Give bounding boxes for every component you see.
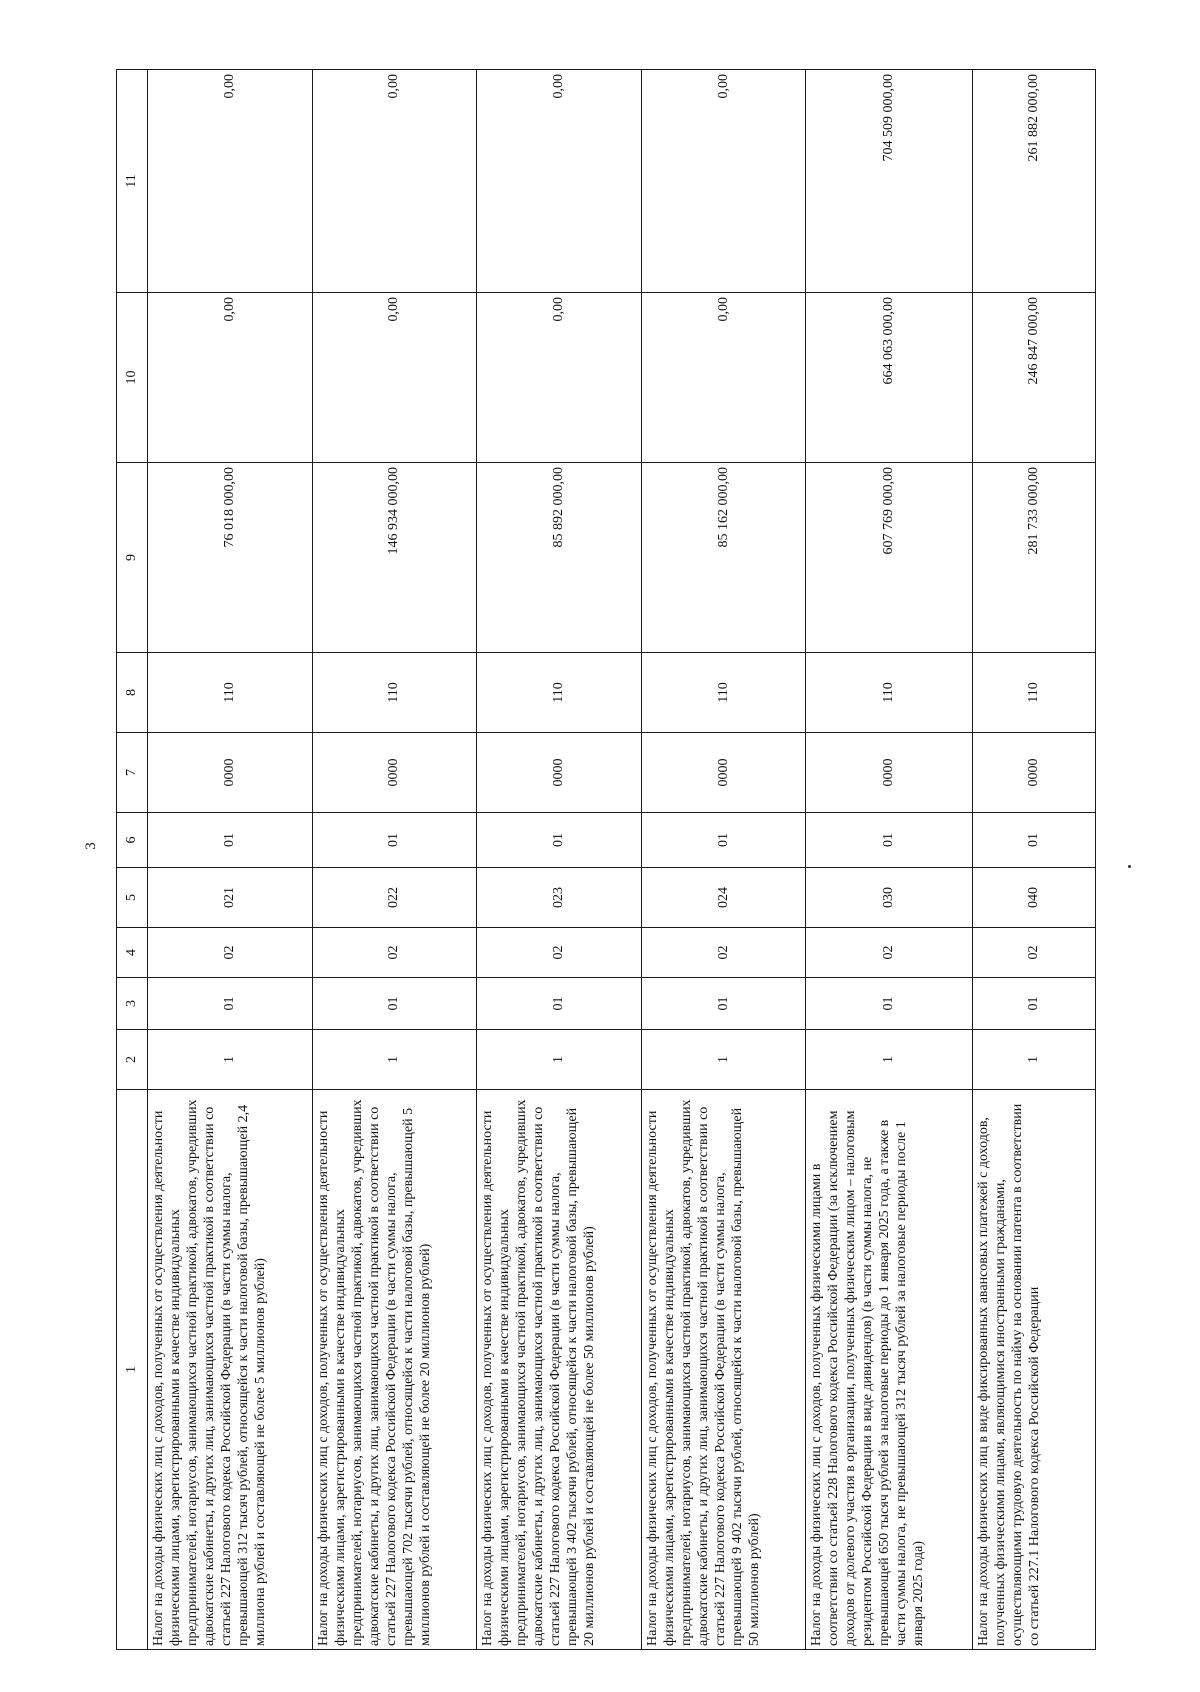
code-cell: 01 [148, 813, 313, 868]
amount-cell: 0,00 [312, 70, 477, 293]
code-cell: 023 [477, 868, 642, 928]
header-cell: 9 [117, 463, 148, 653]
amount-cell: 261 882 000,00 [973, 70, 1096, 293]
amount-cell: 281 733 000,00 [973, 463, 1096, 653]
header-cell: 8 [117, 653, 148, 733]
code-cell: 110 [477, 653, 642, 733]
code-cell: 110 [973, 653, 1096, 733]
code-cell: 110 [641, 653, 806, 733]
header-cell: 10 [117, 293, 148, 463]
header-row [117, 70, 148, 1650]
code-cell: 02 [148, 928, 313, 978]
amount-cell: 0,00 [477, 70, 642, 293]
income-description-cell: Налог на доходы физических лиц с доходов, полученных от осуществления деятельности физическими лицами, зарегистрированными в качестве индивидуальных предпринимателей, нотариусов, занимающихся частной практикой, адвокатов, учредивших адвокатские кабинеты, и других лиц, занимающихся частной практикой в соответствии со статьей 227 Налогового кодекса Российской Федерации (в части суммы налога, превышающей 702 тысячи рублей, относящейся к части налоговой базы, превышающей 5 миллионов рублей и составляющей не более 20 миллионов рублей) [312, 1090, 477, 1650]
code-cell: 01 [477, 978, 642, 1030]
code-cell: 02 [806, 928, 973, 978]
code-cell: 01 [148, 978, 313, 1030]
amount-cell: 0,00 [641, 70, 806, 293]
code-cell: 0000 [312, 733, 477, 813]
code-cell: 02 [973, 928, 1096, 978]
code-cell: 01 [312, 813, 477, 868]
code-cell: 040 [973, 868, 1096, 928]
code-cell: 0000 [148, 733, 313, 813]
code-cell: 1 [806, 1030, 973, 1090]
code-cell: 110 [148, 653, 313, 733]
table-row [973, 70, 1096, 1650]
code-cell: 01 [312, 978, 477, 1030]
page-number: 3 [83, 842, 99, 850]
code-cell: 1 [312, 1030, 477, 1090]
code-cell: 01 [477, 813, 642, 868]
scan-dot [1128, 865, 1131, 868]
header-cell: 7 [117, 733, 148, 813]
table-row [477, 70, 642, 1650]
table-row [806, 70, 973, 1650]
code-cell: 02 [641, 928, 806, 978]
code-cell: 110 [312, 653, 477, 733]
code-cell: 02 [312, 928, 477, 978]
code-cell: 021 [148, 868, 313, 928]
code-cell: 024 [641, 868, 806, 928]
amount-cell: 76 018 000,00 [148, 463, 313, 653]
amount-cell: 146 934 000,00 [312, 463, 477, 653]
code-cell: 01 [806, 978, 973, 1030]
income-description-cell: Налог на доходы физических лиц в виде фиксированных авансовых платежей с доходов, полученных физическими лицами, являющимися иностранными гражданами, осуществляющими трудовую деятельность по найму на основании патента в соответствии со статьей 227.1 Налогового кодекса Российской Федерации [973, 1090, 1096, 1650]
code-cell: 0000 [973, 733, 1096, 813]
amount-cell: 0,00 [312, 293, 477, 463]
code-cell: 01 [806, 813, 973, 868]
amount-cell: 85 892 000,00 [477, 463, 642, 653]
code-cell: 01 [641, 813, 806, 868]
income-description-cell: Налог на доходы физических лиц с доходов, полученных от осуществления деятельности физическими лицами, зарегистрированными в качестве индивидуальных предпринимателей, нотариусов, занимающихся частной практикой, адвокатов, учредивших адвокатские кабинеты, и других лиц, занимающихся частной практикой в соответствии со статьей 227 Налогового кодекса Российской Федерации (в части суммы налога, превышающей 312 тысяч рублей, относящейся к части налоговой базы, превышающей 2,4 миллиона рублей и составляющей не более 5 миллионов рублей) [148, 1090, 313, 1650]
amount-cell: 0,00 [148, 293, 313, 463]
code-cell: 030 [806, 868, 973, 928]
code-cell: 01 [973, 978, 1096, 1030]
code-cell: 0000 [641, 733, 806, 813]
table-row [312, 70, 477, 1650]
code-cell: 1 [148, 1030, 313, 1090]
code-cell: 0000 [806, 733, 973, 813]
amount-cell: 0,00 [641, 293, 806, 463]
table-row [641, 70, 806, 1650]
code-cell: 1 [477, 1030, 642, 1090]
table-container [116, 70, 1096, 1650]
amount-cell: 664 063 000,00 [806, 293, 973, 463]
amount-cell: 0,00 [477, 293, 642, 463]
code-cell: 1 [641, 1030, 806, 1090]
amount-cell: 607 769 000,00 [806, 463, 973, 653]
header-cell: 3 [117, 978, 148, 1030]
amount-cell: 85 162 000,00 [641, 463, 806, 653]
header-cell: 2 [117, 1030, 148, 1090]
income-description-cell: Налог на доходы физических лиц с доходов, полученных от осуществления деятельности физическими лицами, зарегистрированными в качестве индивидуальных предпринимателей, нотариусов, занимающихся частной практикой, адвокатов, учредивших адвокатские кабинеты, и других лиц, занимающихся частной практикой в соответствии со статьей 227 Налогового кодекса Российской Федерации (в части суммы налога, превышающей 3 402 тысячи рублей, относящейся к части налоговой базы, превышающей 20 миллионов рублей и составляющей не более 50 миллионов рублей) [477, 1090, 642, 1650]
amount-cell: 246 847 000,00 [973, 293, 1096, 463]
header-cell: 4 [117, 928, 148, 978]
header-cell: 6 [117, 813, 148, 868]
code-cell: 02 [477, 928, 642, 978]
code-cell: 0000 [477, 733, 642, 813]
income-description-cell: Налог на доходы физических лиц с доходов, полученных от осуществления деятельности физическими лицами, зарегистрированными в качестве индивидуальных предпринимателей, нотариусов, занимающихся частной практикой, адвокатов, учредивших адвокатские кабинеты, и других лиц, занимающихся частной практикой в соответствии со статьей 227 Налогового кодекса Российской Федерации (в части суммы налога, превышающей 9 402 тысячи рублей, относящейся к части налоговой базы, превышающей 50 миллионов рублей) [641, 1090, 806, 1650]
table-row [148, 70, 313, 1650]
header-cell: 5 [117, 868, 148, 928]
header-cell: 1 [117, 1090, 148, 1650]
amount-cell: 704 509 000,00 [806, 70, 973, 293]
code-cell: 1 [973, 1030, 1096, 1090]
code-cell: 01 [641, 978, 806, 1030]
code-cell: 01 [973, 813, 1096, 868]
amount-cell: 0,00 [148, 70, 313, 293]
code-cell: 022 [312, 868, 477, 928]
header-cell: 11 [117, 70, 148, 293]
code-cell: 110 [806, 653, 973, 733]
income-description-cell: Налог на доходы физических лиц с доходов, полученных физическими лицами в соответствии со статьей 228 Налогового кодекса Российской Федерации (за исключением доходов от долевого участия в организации, полученных физическим лицом – налоговым резидентом Российской Федерации в виде дивидендов) (в части суммы налога, не превышающей 650 тысяч рублей за налоговые периоды до 1 января 2025 года, а также в части суммы налога, не превышающей 312 тысяч рублей за налоговые периоды после 1 января 2025 года) [806, 1090, 973, 1650]
budget-table [116, 69, 1096, 1650]
